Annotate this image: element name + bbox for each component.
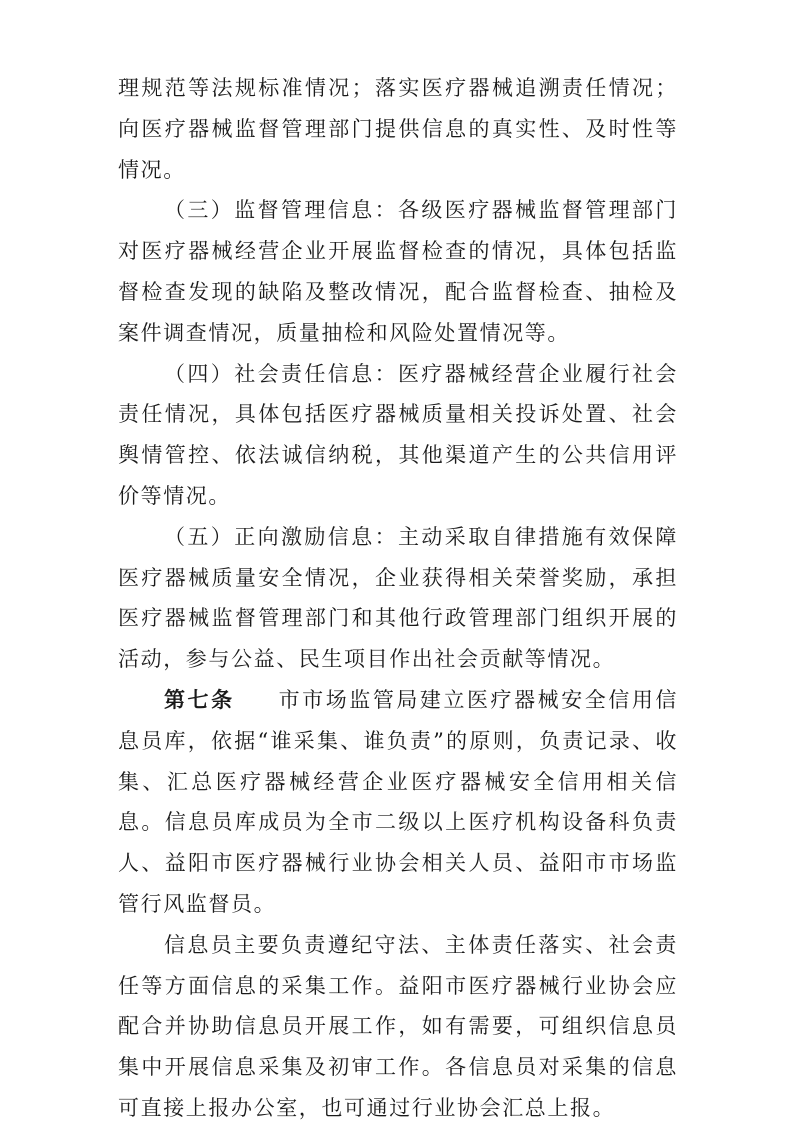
paragraph-article-seven	[118, 680, 678, 925]
paragraph-continued-standards	[118, 68, 678, 190]
paragraph-text: （四）社会责任信息：医疗器械经营企业履行社会责任情况，具体包括医疗器械质量相关投诉处置、社会舆情管控、依法诚信纳税，其他渠道产生的公共信用评价等情况。	[118, 361, 678, 508]
paragraph-text: （五）正向激励信息：主动采取自律措施有效保障医疗器械质量安全情况，企业获得相关荣誉奖励，承担医疗器械监督管理部门和其他行政管理部门组织开展的活动，参与公益、民生项目作出社会贡献等情况。	[118, 524, 678, 672]
paragraph-text: 信息员主要负责遵纪守法、主体责任落实、社会责任等方面信息的采集工作。益阳市医疗器械行业协会应配合并协助信息员开展工作，如有需要，可组织信息员集中开展信息采集及初审工作。各信息员对采集的信息可直接上报办公室，也可通过行业协会汇总上报。	[118, 932, 678, 1120]
paragraph-text: 市市场监管局建立医疗器械安全信用信息员库，依据“谁采集、谁负责”的原则，负责记录、收集、汇总医疗器械经营企业医疗器械安全信用相关信息。信息员库成员为全市二级以上医疗机构设备科负责人、益阳市医疗器械行业协会相关人员、益阳市市场监管行风监督员。	[118, 687, 678, 916]
document-page	[118, 68, 678, 1129]
article-number-label: 第七条	[164, 687, 235, 712]
paragraph-text: （三）监督管理信息：各级医疗器械监督管理部门对医疗器械经营企业开展监督检查的情况，具体包括监督检查发现的缺陷及整改情况，配合监督检查、抽检及案件调查情况，质量抽检和风险处置情况等。	[118, 198, 678, 345]
paragraph-text: 理规范等法规标准情况；落实医疗器械追溯责任情况；向医疗器械监督管理部门提供信息的真实性、及时性等情况。	[118, 76, 678, 182]
paragraph-positive-incentive-info	[118, 517, 678, 680]
paragraph-social-responsibility-info	[118, 354, 678, 517]
paragraph-supervision-info	[118, 190, 678, 353]
paragraph-information-officer-duties	[118, 925, 678, 1129]
